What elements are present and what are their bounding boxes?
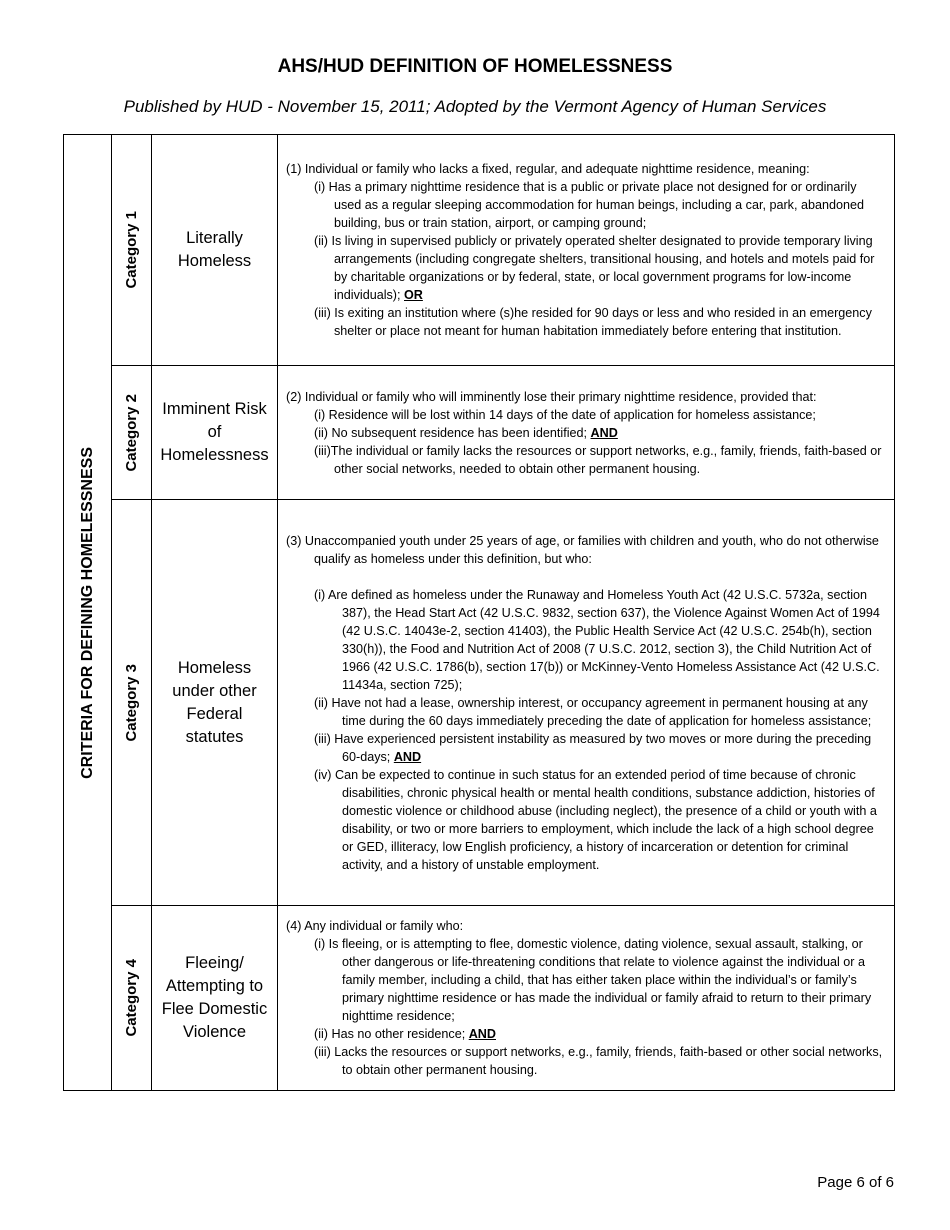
- description-item: (ii) No subsequent residence has been identified; AND: [314, 425, 618, 440]
- description-lead: (4) Any individual or family who:: [286, 919, 464, 933]
- connector-and: AND: [590, 425, 618, 440]
- category-name-cell: [152, 906, 278, 1091]
- side-label: CRITERIA FOR DEFINING HOMELESSNESS: [78, 446, 96, 779]
- category-name: Fleeing/ Attempting to Flee Domestic Violence: [161, 954, 268, 1041]
- connector-and: AND: [468, 1027, 496, 1041]
- category-row: [64, 500, 895, 906]
- category-name-cell: [152, 500, 278, 906]
- category-description: [278, 366, 895, 500]
- page-title: AHS/HUD DEFINITION OF HOMELESSNESS: [277, 56, 673, 77]
- description-item: (i) Has a primary nighttime residence that is a public or private place not designed for or ordinarily used as a regular sleeping accommodation for human beings, including a car, park, abandoned building, bus or train station, airport, or camping ground;: [314, 180, 864, 230]
- category-label: Category 1: [123, 211, 140, 289]
- description-item: (iii) Is exiting an institution where (s)he resided for 90 days or less and who resided in an emergency shelter or place not meant for human habitation immediately before entering that institution.: [314, 306, 872, 338]
- description-item: (iii) Have experienced persistent instability as measured by two moves or more during the preceding 60-days; AND: [314, 731, 872, 764]
- description-lead: (3) Unaccompanied youth under 25 years of age, or families with children and youth, who do not otherwise qualify as homeless under this definition, but who:: [286, 533, 879, 566]
- category-description: [278, 906, 895, 1091]
- criteria-table: [63, 134, 895, 1091]
- description-item: (i) Residence will be lost within 14 days of the date of application for homeless assistance;: [314, 407, 816, 422]
- category-label: Category 2: [123, 393, 140, 472]
- description-item: (ii) Has no other residence; AND: [314, 1027, 496, 1041]
- category-description: [278, 135, 895, 366]
- category-name: Literally Homeless: [177, 229, 252, 270]
- category-label-cell: [112, 366, 152, 500]
- description-lead: (1) Individual or family who lacks a fixed, regular, and adequate nighttime residence, meaning:: [286, 162, 810, 176]
- category-description: [278, 500, 895, 906]
- category-label-cell: [112, 500, 152, 906]
- description-lead: (2) Individual or family who will imminently lose their primary nighttime residence, provided that:: [286, 389, 817, 404]
- category-row: [64, 366, 895, 500]
- description-item: (i) Are defined as homeless under the Runaway and Homeless Youth Act (42 U.S.C. 5732a, section 387), the Head Start Act (42 U.S.C. 9832, section 637), the Violence Against Women Act of 1994 (42 U.S.C. 14043e-2, section 41403), the Public Health Service Act (42 U.S.C. 254b(h), section 330(h)), the Food and Nutrition Act of 2008 (7 U.S.C. 2012, section 3), the Child Nutrition Act of 1966 (42 U.S.C. 1786(b), section 17(b)) or McKinney-Vento Homeless Assistance Act (42 U.S.C. 11434a, section 725);: [314, 587, 880, 692]
- category-label-cell: [112, 906, 152, 1091]
- page-subtitle: Published by HUD - November 15, 2011; Adopted by the Vermont Agency of Human Services: [123, 97, 827, 116]
- description-item: (i) Is fleeing, or is attempting to flee, domestic violence, dating violence, sexual assault, stalking, or other dangerous or life-threatening conditions that relate to violence against the individual or a family member, including a child, that has either taken place within the individual’s or family’s primary nighttime residence or has made the individual or family afraid to return to their primary nighttime residence;: [314, 937, 872, 1023]
- category-name-cell: [152, 366, 278, 500]
- side-label-cell: [64, 135, 112, 1091]
- description-item: (ii) Is living in supervised publicly or privately operated shelter designated to provide temporary living arrangements (including congregate shelters, transitional housing, and hotels and motels paid for by charitable organizations or by federal, state, or local government programs for low-income individuals); OR: [314, 234, 875, 302]
- category-label: Category 3: [123, 663, 140, 742]
- connector-or: OR: [404, 288, 423, 302]
- category-name: Imminent Risk of Homelessness: [160, 400, 269, 464]
- connector-and: AND: [393, 749, 422, 764]
- description-item: (iv) Can be expected to continue in such status for an extended period of time because of chronic disabilities, chronic physical health or mental health conditions, substance addiction, histories of domestic violence or childhood abuse (including neglect), the presence of a child or youth with a disability, or two or more barriers to employment, which include the lack of a high school degree or GED, illiteracy, low English proficiency, a history of incarceration or detention for criminal activity, and a history of unstable employment.: [314, 767, 877, 872]
- description-item: (iii)The individual or family lacks the resources or support networks, e.g., family, friends, faith-based or other social networks, needed to obtain other permanent housing.: [314, 443, 882, 476]
- category-name: Homeless under other Federal statutes: [172, 658, 257, 746]
- category-name-cell: [152, 135, 278, 366]
- page-number: Page 6 of 6: [817, 1174, 894, 1191]
- category-label-cell: [112, 135, 152, 366]
- category-row: [64, 135, 895, 366]
- description-item: (iii) Lacks the resources or support networks, e.g., family, friends, faith-based or other social networks, to obtain other permanent housing.: [314, 1045, 883, 1077]
- description-item: (ii) Have not had a lease, ownership interest, or occupancy agreement in permanent housing at any time during the 60 days immediately preceding the date of application for homeless assistance;: [314, 695, 872, 728]
- category-label: Category 4: [123, 959, 140, 1037]
- category-row: [64, 906, 895, 1091]
